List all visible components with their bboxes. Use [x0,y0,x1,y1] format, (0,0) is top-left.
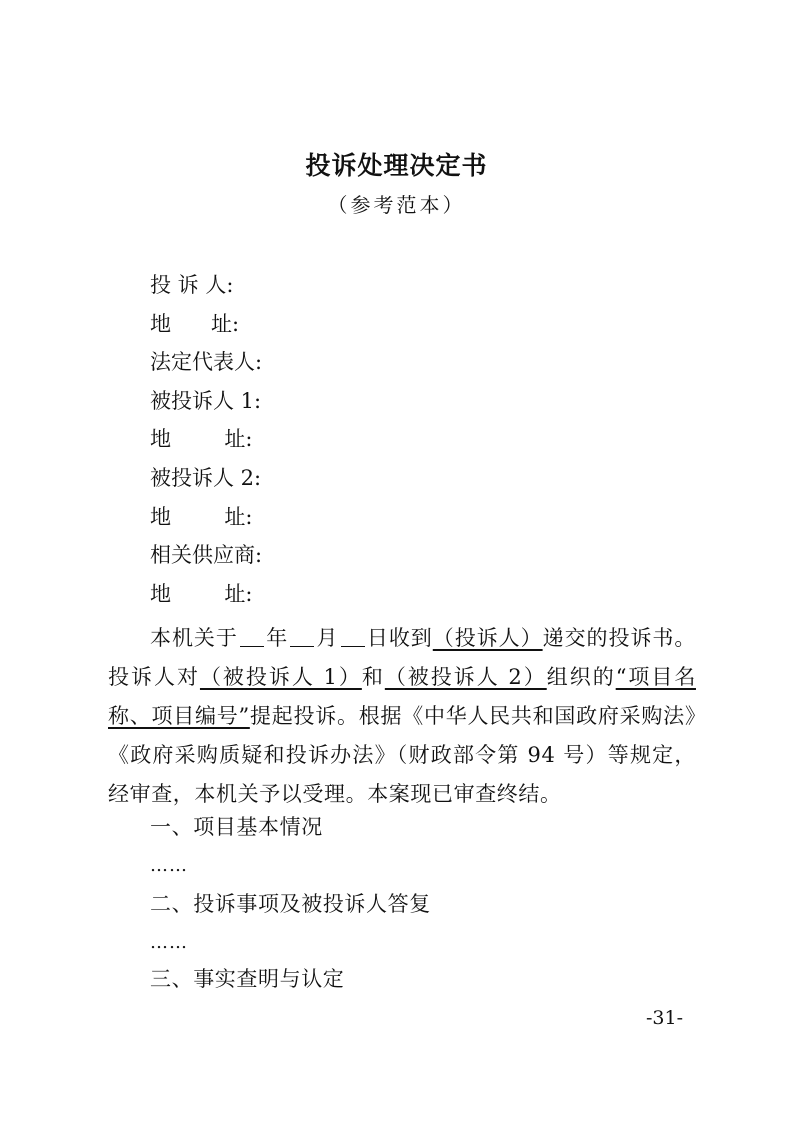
respondent-2-placeholder: （被投诉人 2） [384,665,547,689]
para-text-2: 递交的投诉书。投诉人对 [108,626,696,689]
para-month-label: 月 [316,626,339,650]
para-text-4: 组织的 [546,665,616,689]
day-blank [341,626,365,647]
section-heading-2: 二、投诉事项及被投诉人答复 [150,892,431,916]
section-heading-1: 一、项目基本情况 [150,815,323,839]
project-placeholder: “项目名称、项目编号” [108,665,696,728]
document-title: 投诉处理决定书 [305,151,488,180]
section-2-ellipsis: …… [150,932,188,953]
field-related-supplier-address: 地 址: [150,582,253,606]
field-respondent-2-address: 地 址: [150,505,253,529]
field-respondent-1: 被投诉人 1: [150,389,262,413]
month-blank [290,626,314,647]
page-number: -31- [646,1007,684,1029]
respondent-1-placeholder: （被投诉人 1） [199,665,362,689]
acceptance-paragraph [108,619,696,814]
para-text-1: 本机关于 [150,626,238,650]
para-text-3: 和 [361,665,385,689]
year-blank [240,626,264,647]
para-year-label: 年 [265,626,289,650]
para-day-label: 日收到 [366,626,433,650]
document-subtitle: （参考范本） [327,193,466,217]
field-respondent-2: 被投诉人 2: [150,466,262,490]
field-complainant: 投 诉 人: [150,273,234,297]
section-1-ellipsis: …… [150,855,188,876]
para-text-5: 提起投诉。根据《中华人民共和国政府采购法》《政府采购质疑和投诉办法》（财政部令第 94 号）等规定，经审查，本机关予以受理。本案现已审查终结。 [108,704,697,806]
section-heading-3: 三、事实查明与认定 [150,967,345,991]
field-related-supplier: 相关供应商: [150,543,263,567]
field-complainant-address: 地 址: [150,312,240,336]
field-legal-representative: 法定代表人: [150,350,263,374]
complainant-placeholder: （投诉人） [432,626,543,650]
field-respondent-1-address: 地 址: [150,427,253,451]
